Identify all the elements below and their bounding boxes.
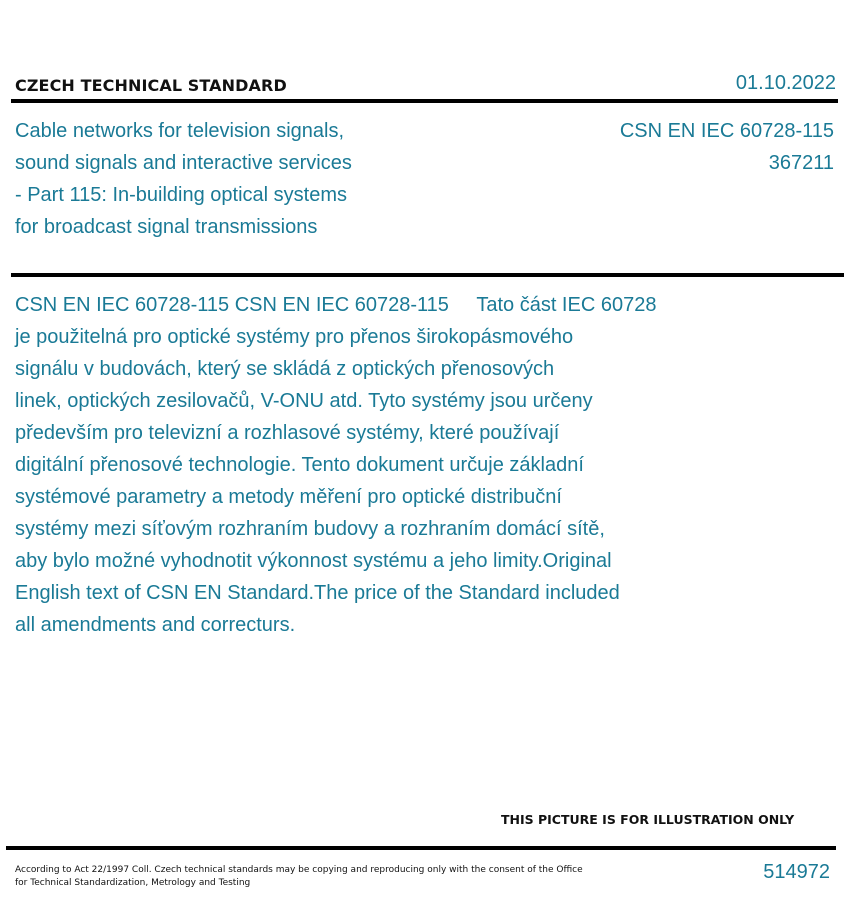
- standard-codes: [620, 115, 834, 179]
- illustration-disclaimer: THIS PICTURE IS FOR ILLUSTRATION ONLY: [501, 812, 795, 827]
- legal-line: According to Act 22/1997 Coll. Czech technical standards may be copying and reproducing only with the consent of the Office: [15, 865, 583, 875]
- title-line: for broadcast signal transmissions: [15, 216, 318, 238]
- description-line: aby bylo možné vyhodnotit výkonnost systému a jeho limity.Original: [15, 550, 612, 572]
- standard-number: CSN EN IEC 60728-115: [619, 120, 834, 142]
- legal-line: for Technical Standardization, Metrology and Testing: [15, 878, 251, 888]
- title-line: - Part 115: In-building optical systems: [15, 184, 348, 206]
- description-line: systémy mezi síťovým rozhraním budovy a rozhraním domácí sítě,: [15, 518, 605, 540]
- description-line: linek, optických zesilovačů, V-ONU atd. Tyto systémy jsou určeny: [15, 390, 593, 412]
- footer-divider: [6, 846, 836, 850]
- header-divider: [11, 99, 838, 103]
- description-line: je použitelná pro optické systémy pro přenos širokopásmového: [15, 326, 574, 348]
- standard-description: [15, 289, 735, 641]
- standard-title: [15, 115, 415, 243]
- description-line: digitální přenosové technologie. Tento dokument určuje základní: [15, 454, 584, 476]
- publication-date: 01.10.2022: [735, 72, 836, 94]
- classification-number: 367211: [768, 152, 834, 174]
- title-line: sound signals and interactive services: [15, 152, 352, 174]
- section-divider: [11, 273, 844, 277]
- description-line: English text of CSN EN Standard.The price of the Standard included: [15, 582, 620, 604]
- description-line: především pro televizní a rozhlasové systémy, které používají: [15, 422, 560, 444]
- legal-notice: [15, 864, 585, 890]
- description-line: signálu v budovách, který se skládá z optických přenosových: [15, 358, 555, 380]
- description-line: systémové parametry a metody měření pro optické distribuční: [15, 486, 562, 508]
- title-line: Cable networks for television signals,: [15, 120, 345, 142]
- description-line: all amendments and correcturs.: [15, 614, 296, 636]
- standard-type-label: CZECH TECHNICAL STANDARD: [15, 76, 287, 95]
- document-id: 514972: [763, 861, 830, 883]
- description-line: CSN EN IEC 60728-115 CSN EN IEC 60728-115 Tato část IEC 60728: [15, 294, 657, 316]
